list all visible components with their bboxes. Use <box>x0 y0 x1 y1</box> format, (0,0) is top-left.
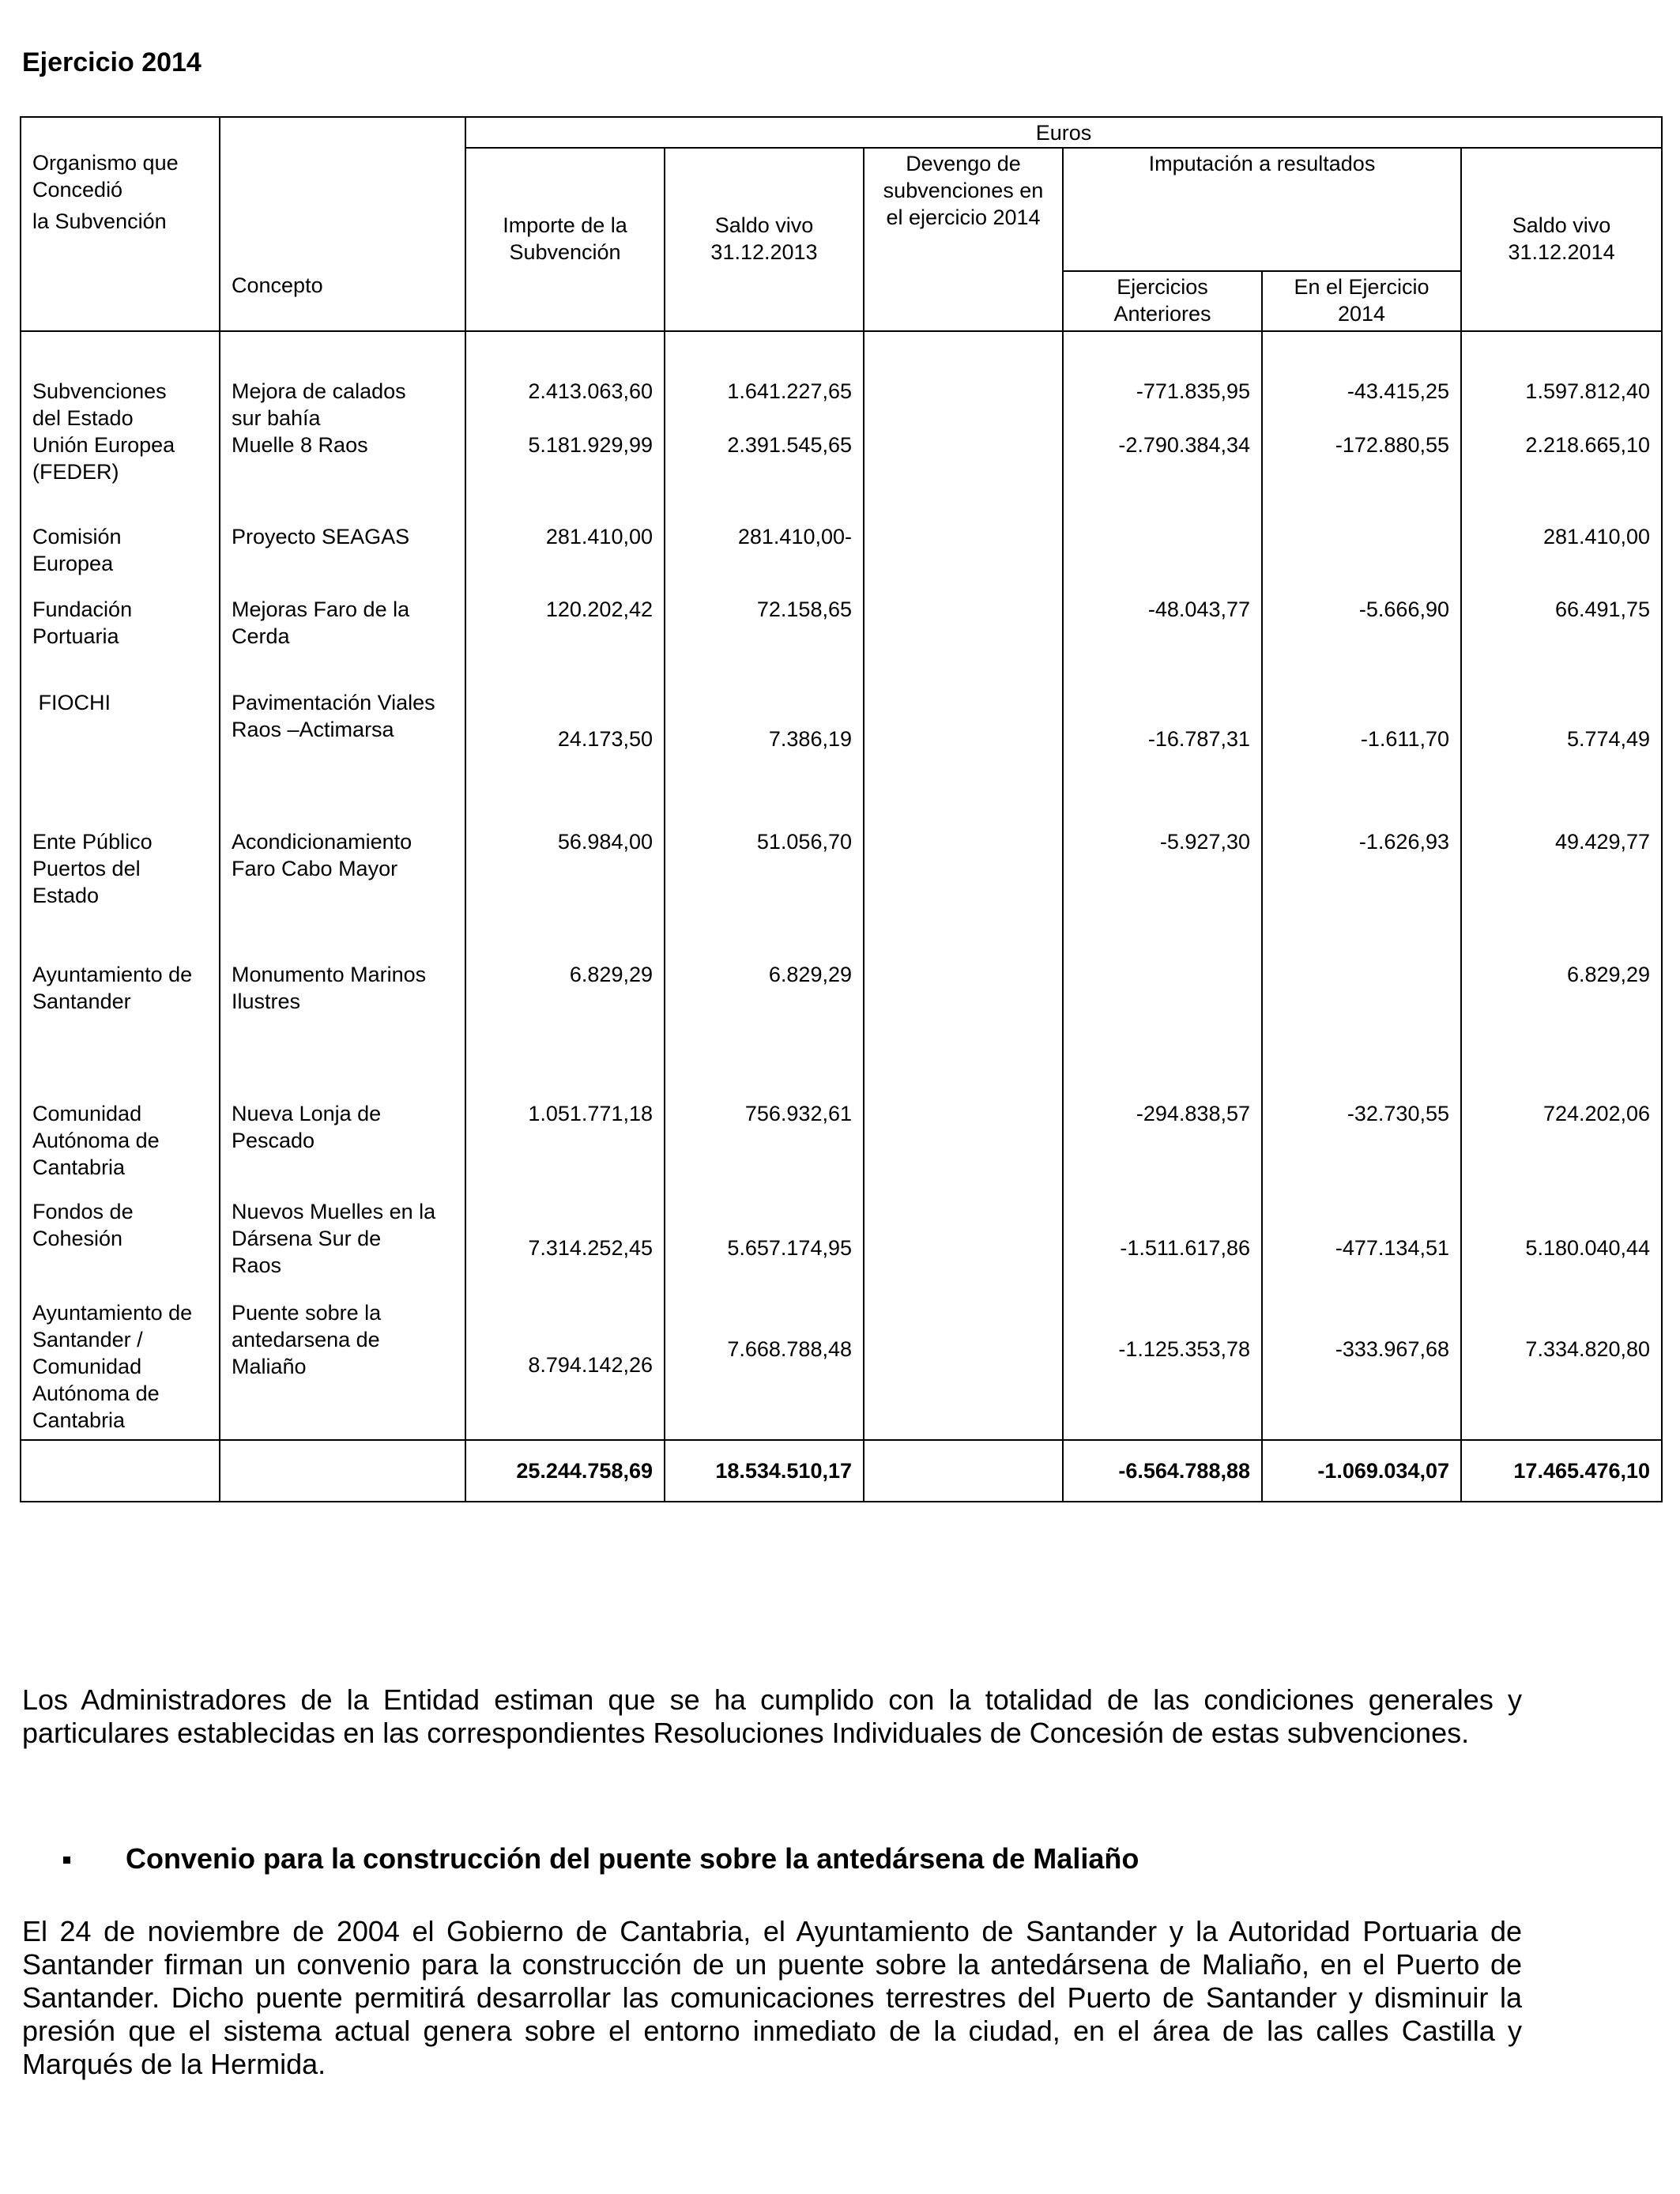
cell-saldo-2014: 49.429,77 <box>1461 828 1662 961</box>
cell-organismo <box>21 1299 220 1440</box>
organismo-line: Portuaria <box>32 624 119 648</box>
header-devengo <box>864 148 1063 331</box>
concepto-line: Acondicionamiento <box>232 830 412 854</box>
header-saldo-2014 <box>1461 148 1662 331</box>
header-saldo-2013-line: Saldo vivo <box>714 213 814 237</box>
cell-ejercicio-2014: -5.666,90 <box>1262 596 1461 689</box>
cell-organismo <box>21 331 220 432</box>
cell-ejercicios-anteriores <box>1063 523 1262 596</box>
cell-saldo-2013: 281.410,00- <box>665 523 864 596</box>
bullet-heading-row <box>63 1842 1139 1875</box>
table-row <box>21 331 1662 432</box>
header-organismo-line: Organismo que <box>32 151 179 175</box>
total-importe: 25.244.758,69 <box>465 1440 665 1502</box>
header-saldo-2014-line: Saldo vivo <box>1512 213 1611 237</box>
organismo-line: Subvenciones <box>32 379 167 403</box>
organismo-line: Puertos del <box>32 857 141 880</box>
header-ej-ant-line: Ejercicios <box>1117 275 1208 299</box>
concepto-line: Puente sobre la <box>232 1301 382 1325</box>
header-organismo <box>21 117 220 331</box>
cell-concepto <box>220 1100 465 1198</box>
cell-saldo-2013: 6.829,29 <box>665 961 864 1100</box>
cell-importe: 6.829,29 <box>465 961 665 1100</box>
cell-ejercicio-2014: -1.611,70 <box>1262 689 1461 828</box>
header-organismo-line: Concedió <box>32 178 123 202</box>
totals-blank <box>220 1440 465 1502</box>
cell-concepto <box>220 689 465 828</box>
square-bullet-icon <box>63 1857 70 1864</box>
concepto-line: Monumento Marinos <box>232 963 427 986</box>
organismo-line: Unión Europea <box>32 433 175 457</box>
total-ejercicio-2014: -1.069.034,07 <box>1262 1440 1461 1502</box>
cell-ejercicio-2014: -172.880,55 <box>1262 432 1461 523</box>
cell-ejercicio-2014: -1.626,93 <box>1262 828 1461 961</box>
total-devengo <box>864 1440 1063 1502</box>
table-row <box>21 828 1662 961</box>
concepto-line: Maliaño <box>232 1355 307 1378</box>
totals-row <box>21 1440 1662 1502</box>
cell-importe: 7.314.252,45 <box>465 1198 665 1299</box>
cell-concepto <box>220 828 465 961</box>
total-saldo-2013: 18.534.510,17 <box>665 1440 864 1502</box>
cell-ejercicios-anteriores: -1.511.617,86 <box>1063 1198 1262 1299</box>
organismo-line: Estado <box>32 884 100 907</box>
cell-importe: 281.410,00 <box>465 523 665 596</box>
concepto-line: antedarsena de <box>232 1328 380 1351</box>
cell-organismo <box>21 1198 220 1299</box>
concepto-line: Pescado <box>232 1129 315 1152</box>
cell-importe: 5.181.929,99 <box>465 432 665 523</box>
table-row <box>21 1299 1662 1440</box>
header-ejercicios-anteriores <box>1063 271 1262 331</box>
cell-importe: 1.051.771,18 <box>465 1100 665 1198</box>
cell-ejercicio-2014: -32.730,55 <box>1262 1100 1461 1198</box>
header-importe-line: Subvención <box>509 240 621 264</box>
cell-ejercicios-anteriores: -5.927,30 <box>1063 828 1262 961</box>
cell-ejercicio-2014 <box>1262 523 1461 596</box>
total-saldo-2014: 17.465.476,10 <box>1461 1440 1662 1502</box>
cell-ejercicios-anteriores: -2.790.384,34 <box>1063 432 1262 523</box>
concepto-line: Proyecto SEAGAS <box>232 525 410 548</box>
cell-saldo-2013: 7.668.788,48 <box>665 1299 864 1440</box>
concepto-line: Dársena Sur de <box>232 1227 382 1250</box>
cell-devengo <box>864 432 1063 523</box>
cell-saldo-2013: 7.386,19 <box>665 689 864 828</box>
organismo-line: Autónoma de <box>32 1129 160 1152</box>
table-row <box>21 523 1662 596</box>
cell-ejercicios-anteriores: -294.838,57 <box>1063 1100 1262 1198</box>
cell-ejercicios-anteriores: -771.835,95 <box>1063 331 1262 432</box>
cell-concepto <box>220 961 465 1100</box>
total-ejercicios-anteriores: -6.564.788,88 <box>1063 1440 1262 1502</box>
table-row <box>21 596 1662 689</box>
concepto-line: Pavimentación Viales <box>232 691 435 714</box>
concepto-line: Raos <box>232 1253 282 1277</box>
header-saldo-2013-line: 31.12.2013 <box>710 240 818 264</box>
table-row <box>21 961 1662 1100</box>
header-organismo-line: la Subvención <box>32 209 167 233</box>
cell-devengo <box>864 961 1063 1100</box>
paragraph-conditions: Los Administradores de la Entidad estiman que se ha cumplido con la totalidad de las condiciones generales y particulares establecidas en las correspondientes Resoluciones Individuales de Concesión de estas subvenciones. <box>22 1683 1522 1749</box>
header-devengo-line: el ejercicio 2014 <box>886 205 1041 229</box>
concepto-line: Faro Cabo Mayor <box>232 857 398 880</box>
cell-concepto <box>220 331 465 432</box>
cell-saldo-2014: 66.491,75 <box>1461 596 1662 689</box>
cell-saldo-2014: 724.202,06 <box>1461 1100 1662 1198</box>
cell-organismo <box>21 432 220 523</box>
cell-importe: 56.984,00 <box>465 828 665 961</box>
cell-saldo-2013: 2.391.545,65 <box>665 432 864 523</box>
concepto-line: Nueva Lonja de <box>232 1102 382 1125</box>
cell-organismo <box>21 689 220 828</box>
cell-devengo <box>864 596 1063 689</box>
organismo-line: Cantabria <box>32 1408 126 1432</box>
cell-concepto <box>220 1198 465 1299</box>
subsidies-table <box>20 116 1663 1502</box>
organismo-line: FIOCHI <box>32 691 111 714</box>
organismo-line: del Estado <box>32 406 134 430</box>
header-concepto <box>220 117 465 331</box>
header-concepto-label: Concepto <box>232 273 323 297</box>
cell-concepto <box>220 596 465 689</box>
bullet-heading: Convenio para la construcción del puente sobre la antedársena de Maliaño <box>126 1842 1139 1875</box>
organismo-line: Santander / <box>32 1328 143 1351</box>
header-devengo-line: subvenciones en <box>883 179 1044 202</box>
concepto-line: Mejoras Faro de la <box>232 598 410 621</box>
cell-saldo-2014: 6.829,29 <box>1461 961 1662 1100</box>
cell-saldo-2014: 7.334.820,80 <box>1461 1299 1662 1440</box>
cell-importe: 120.202,42 <box>465 596 665 689</box>
cell-ejercicios-anteriores <box>1063 961 1262 1100</box>
organismo-line: Fundación <box>32 598 133 621</box>
header-ejercicio-2014 <box>1262 271 1461 331</box>
header-imputacion: Imputación a resultados <box>1063 148 1461 271</box>
organismo-line: Comunidad <box>32 1355 142 1378</box>
cell-organismo <box>21 961 220 1100</box>
cell-saldo-2013: 756.932,61 <box>665 1100 864 1198</box>
cell-importe: 2.413.063,60 <box>465 331 665 432</box>
cell-ejercicio-2014: -477.134,51 <box>1262 1198 1461 1299</box>
cell-devengo <box>864 828 1063 961</box>
cell-organismo <box>21 596 220 689</box>
cell-organismo <box>21 1100 220 1198</box>
section-title: Ejercicio 2014 <box>22 47 202 77</box>
cell-saldo-2014: 1.597.812,40 <box>1461 331 1662 432</box>
cell-organismo <box>21 828 220 961</box>
cell-saldo-2013: 5.657.174,95 <box>665 1198 864 1299</box>
cell-concepto <box>220 1299 465 1440</box>
cell-organismo <box>21 523 220 596</box>
organismo-line: (FEDER) <box>32 460 119 484</box>
table-row <box>21 432 1662 523</box>
organismo-line: Ayuntamiento de <box>32 1301 193 1325</box>
header-saldo-2014-line: 31.12.2014 <box>1508 240 1615 264</box>
cell-devengo <box>864 1100 1063 1198</box>
header-ej-ant-line: Anteriores <box>1113 302 1211 326</box>
cell-saldo-2013: 72.158,65 <box>665 596 864 689</box>
cell-saldo-2014: 5.180.040,44 <box>1461 1198 1662 1299</box>
cell-saldo-2014: 281.410,00 <box>1461 523 1662 596</box>
cell-concepto <box>220 432 465 523</box>
header-importe <box>465 148 665 331</box>
organismo-line: Ente Público <box>32 830 153 854</box>
concepto-line: Cerda <box>232 624 290 648</box>
cell-devengo <box>864 1299 1063 1440</box>
concepto-line: Mejora de calados <box>232 379 406 403</box>
header-ej-2014-line: En el Ejercicio <box>1294 275 1430 299</box>
totals-blank <box>21 1440 220 1502</box>
concepto-line: Raos –Actimarsa <box>232 718 394 741</box>
cell-ejercicio-2014 <box>1262 961 1461 1100</box>
table-row <box>21 1198 1662 1299</box>
table-row <box>21 1100 1662 1198</box>
header-saldo-2013 <box>665 148 864 331</box>
organismo-line: Cohesión <box>32 1227 123 1250</box>
header-euros: Euros <box>465 117 1662 148</box>
cell-saldo-2014: 5.774,49 <box>1461 689 1662 828</box>
organismo-line: Comunidad <box>32 1102 142 1125</box>
table-row <box>21 689 1662 828</box>
concepto-line: Muelle 8 Raos <box>232 433 368 457</box>
cell-saldo-2014: 2.218.665,10 <box>1461 432 1662 523</box>
header-ej-2014-line: 2014 <box>1337 302 1386 326</box>
concepto-line: Nuevos Muelles en la <box>232 1200 436 1223</box>
cell-devengo <box>864 1198 1063 1299</box>
cell-saldo-2013: 1.641.227,65 <box>665 331 864 432</box>
concepto-line: Ilustres <box>232 990 301 1013</box>
cell-importe: 8.794.142,26 <box>465 1299 665 1440</box>
cell-devengo <box>864 689 1063 828</box>
cell-ejercicio-2014: -43.415,25 <box>1262 331 1461 432</box>
header-importe-line: Importe de la <box>503 213 627 237</box>
header-devengo-line: Devengo de <box>906 152 1021 175</box>
organismo-line: Europea <box>32 552 114 575</box>
concepto-line: sur bahía <box>232 406 321 430</box>
cell-devengo <box>864 331 1063 432</box>
cell-ejercicios-anteriores: -48.043,77 <box>1063 596 1262 689</box>
cell-saldo-2013: 51.056,70 <box>665 828 864 961</box>
cell-ejercicios-anteriores: -1.125.353,78 <box>1063 1299 1262 1440</box>
cell-ejercicios-anteriores: -16.787,31 <box>1063 689 1262 828</box>
organismo-line: Autónoma de <box>32 1382 160 1405</box>
organismo-line: Cantabria <box>32 1155 126 1179</box>
organismo-line: Fondos de <box>32 1200 134 1223</box>
cell-ejercicio-2014: -333.967,68 <box>1262 1299 1461 1440</box>
cell-concepto <box>220 523 465 596</box>
paragraph-convenio: El 24 de noviembre de 2004 el Gobierno de Cantabria, el Ayuntamiento de Santander y la Autoridad Portuaria de Santander firman un convenio para la construcción de un puente sobre la antedársena de Maliaño, en el Puerto de Santander. Dicho puente permitirá desarrollar las comunicaciones terrestres del Puerto de Santander y disminuir la presión que el sistema actual genera sobre el entorno inmediato de la ciudad, en el área de las calles Castilla y Marqués de la Hermida. <box>22 1915 1522 2080</box>
organismo-line: Ayuntamiento de <box>32 963 193 986</box>
organismo-line: Santander <box>32 990 131 1013</box>
cell-importe: 24.173,50 <box>465 689 665 828</box>
cell-devengo <box>864 523 1063 596</box>
organismo-line: Comisión <box>32 525 122 548</box>
